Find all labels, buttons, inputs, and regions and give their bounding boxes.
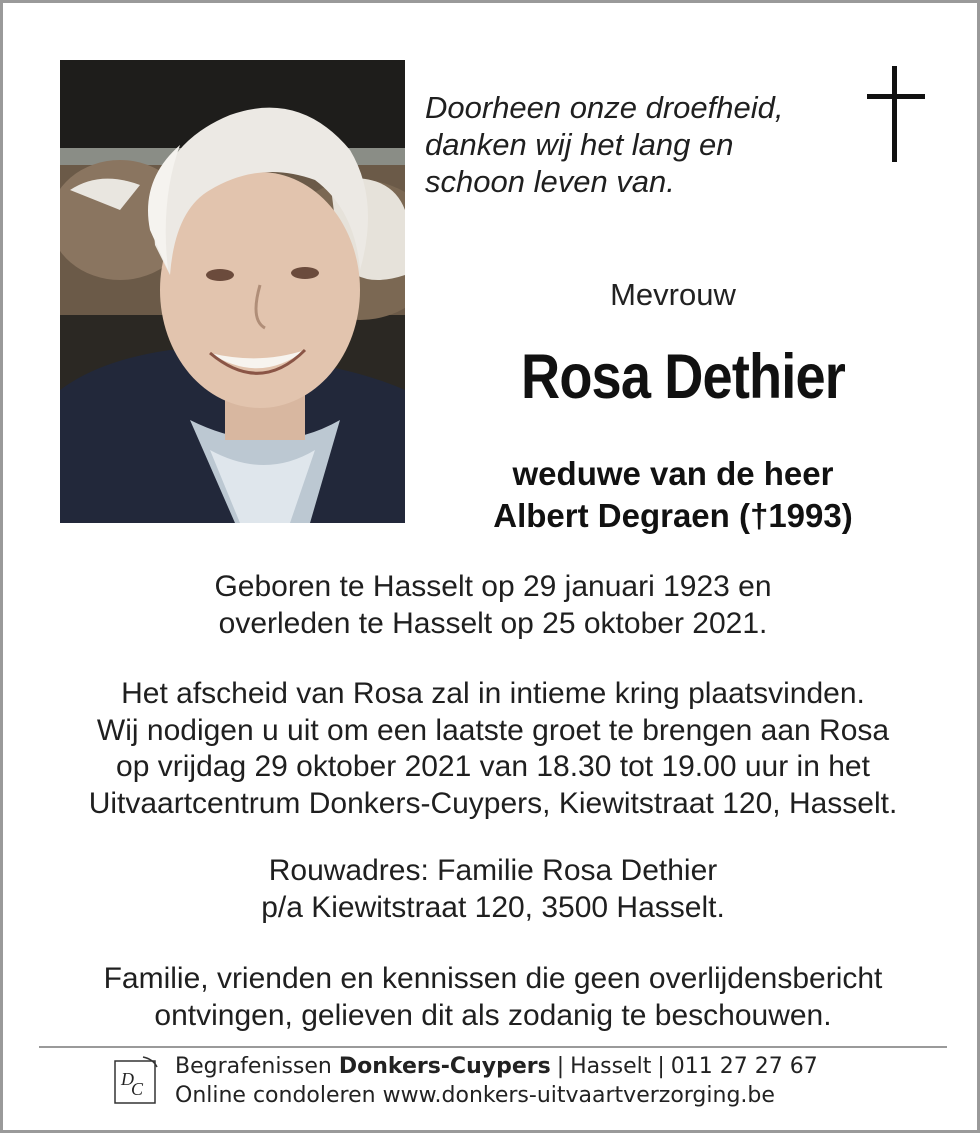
paragraph-line: Wij nodigen u uit om een laatste groet te brengen aan Rosa [96, 713, 890, 747]
paragraph-line: overleden te Hasselt op 25 oktober 2021. [218, 606, 768, 640]
quote-line: Doorheen onze droefheid, [425, 90, 784, 125]
spouse-line: Albert Degraen (†1993) [493, 497, 853, 534]
paragraph-line: Geboren te Hasselt op 29 januari 1923 en [214, 570, 772, 603]
spouse-info [413, 453, 933, 537]
honorific-title: Mevrouw [610, 277, 736, 312]
opening-quote [425, 89, 845, 200]
footer-prefix: Begrafenissen [175, 1054, 332, 1079]
deceased-name: Rosa Dethier [521, 342, 845, 412]
paragraph-line: p/a Kiewitstraat 120, 3500 Hasselt. [261, 890, 725, 924]
portrait-photo [60, 60, 405, 523]
paragraph-line: ontvingen, gelieven dit als zodanig te beschouwen. [154, 998, 832, 1032]
footer-separator: | [657, 1054, 665, 1079]
footer-city: Hasselt [570, 1054, 652, 1079]
footer-phone: 011 27 27 67 [670, 1054, 818, 1079]
website-link[interactable]: www.donkers-uitvaartverzorging.be [382, 1083, 775, 1108]
quote-line: schoon leven van. [425, 164, 675, 199]
svg-text:C: C [131, 1079, 144, 1099]
paragraph-line: Het afscheid van Rosa zal in intieme kring plaatsvinden. [121, 677, 865, 710]
mourning-address [43, 853, 943, 926]
footer-info [175, 1052, 818, 1110]
birth-death-paragraph [43, 569, 943, 642]
quote-line: danken wij het lang en [425, 127, 734, 162]
footer-company: Donkers-Cuypers [338, 1054, 551, 1079]
paragraph-line: Familie, vrienden en kennissen die geen overlijdensbericht [103, 962, 883, 995]
portrait-image [60, 60, 405, 523]
spouse-line: weduwe van de heer [512, 455, 834, 492]
dc-logo-icon [113, 1055, 159, 1105]
cross-icon [867, 66, 925, 162]
condolence-label: Online condoleren [175, 1083, 376, 1108]
footer-divider [39, 1046, 947, 1048]
footer-company-line [175, 1052, 818, 1081]
footer-condolence-line [175, 1081, 818, 1110]
paragraph-line: Uitvaartcentrum Donkers-Cuypers, Kiewitstraat 120, Hasselt. [88, 786, 898, 820]
paragraph-line: Rouwadres: Familie Rosa Dethier [268, 854, 718, 887]
paragraph-line: op vrijdag 29 oktober 2021 van 18.30 tot 19.00 uur in het [116, 750, 870, 783]
notice-paragraph [43, 961, 943, 1034]
footer-separator: | [556, 1054, 565, 1079]
farewell-paragraph [43, 676, 943, 822]
svg-text:D: D [121, 1069, 134, 1089]
